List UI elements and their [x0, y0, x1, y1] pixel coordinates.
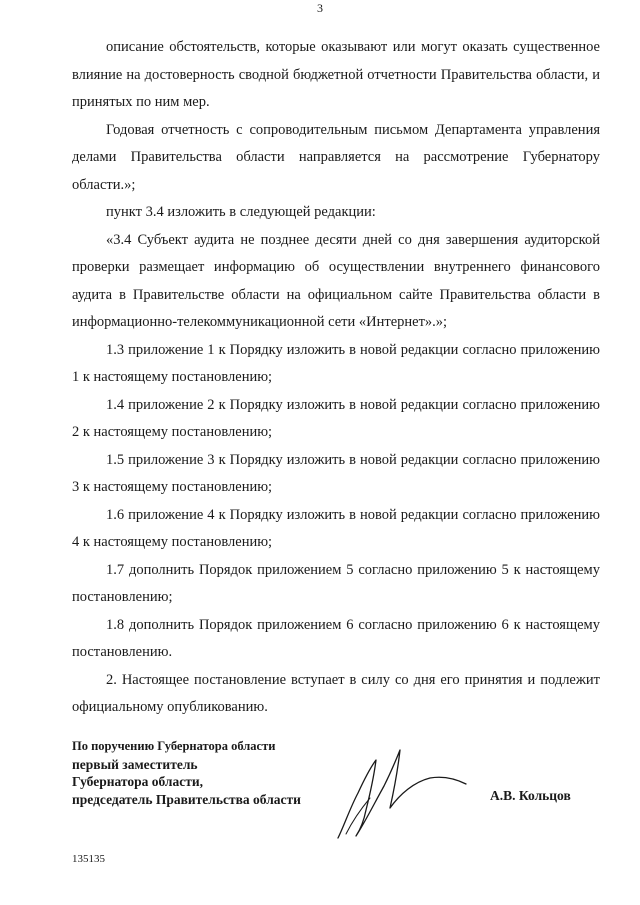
paragraph: 1.5 приложение 3 к Порядку изложить в новой редакции согласно приложению 3 к настоящему постановлению;	[72, 451, 600, 495]
signatory-line: председатель Правительства области	[72, 791, 301, 807]
paragraph: 1.8 дополнить Порядок приложением 6 согласно приложению 6 к настоящему постановлению.	[72, 616, 600, 660]
signatory-line: первый заместитель	[72, 756, 198, 772]
paragraph: 1.4 приложение 2 к Порядку изложить в новой редакции согласно приложению 2 к настоящему постановлению;	[72, 396, 600, 440]
paragraph: пункт 3.4 изложить в следующей редакции:	[106, 204, 376, 220]
document-code: 135135	[72, 853, 105, 865]
signatory-line: Губернатора области,	[72, 774, 203, 789]
paragraph: 1.6 приложение 4 к Порядку изложить в новой редакции согласно приложению 4 к настоящему постановлению;	[72, 506, 600, 550]
paragraph: 2. Настоящее постановление вступает в силу со дня его принятия и подлежит официальному опубликованию.	[72, 671, 600, 715]
signatory-title	[72, 738, 301, 808]
paragraph: описание обстоятельств, которые оказывают или могут оказать существенное влияние на достоверность сводной бюджетной отчетности Правительства области, и принятых по ним мер.	[72, 39, 600, 110]
paragraph: 1.7 дополнить Порядок приложением 5 согласно приложению 5 к настоящему постановлению;	[72, 561, 600, 605]
document-body	[72, 34, 600, 722]
paragraph: Годовая отчетность с сопроводительным письмом Департамента управления делами Правительства области направляется на рассмотрение Губернатору области.»;	[72, 121, 600, 193]
paragraph: 1.3 приложение 1 к Порядку изложить в новой редакции согласно приложению 1 к настоящему постановлению;	[72, 341, 600, 385]
signatory-name: А.В. Кольцов	[490, 788, 571, 803]
page-number: 3	[317, 1, 323, 15]
paragraph: «3.4 Субъект аудита не позднее десяти дней со дня завершения аудиторской проверки размещает информацию об осуществлении внутреннего финансового аудита в Правительстве области на официальном сайте Правительства области в информационно-телекоммуникационной сети «Интернет».»;	[72, 231, 600, 330]
signatory-line: По поручению Губернатора области	[72, 739, 276, 753]
handwritten-signature	[330, 738, 470, 848]
